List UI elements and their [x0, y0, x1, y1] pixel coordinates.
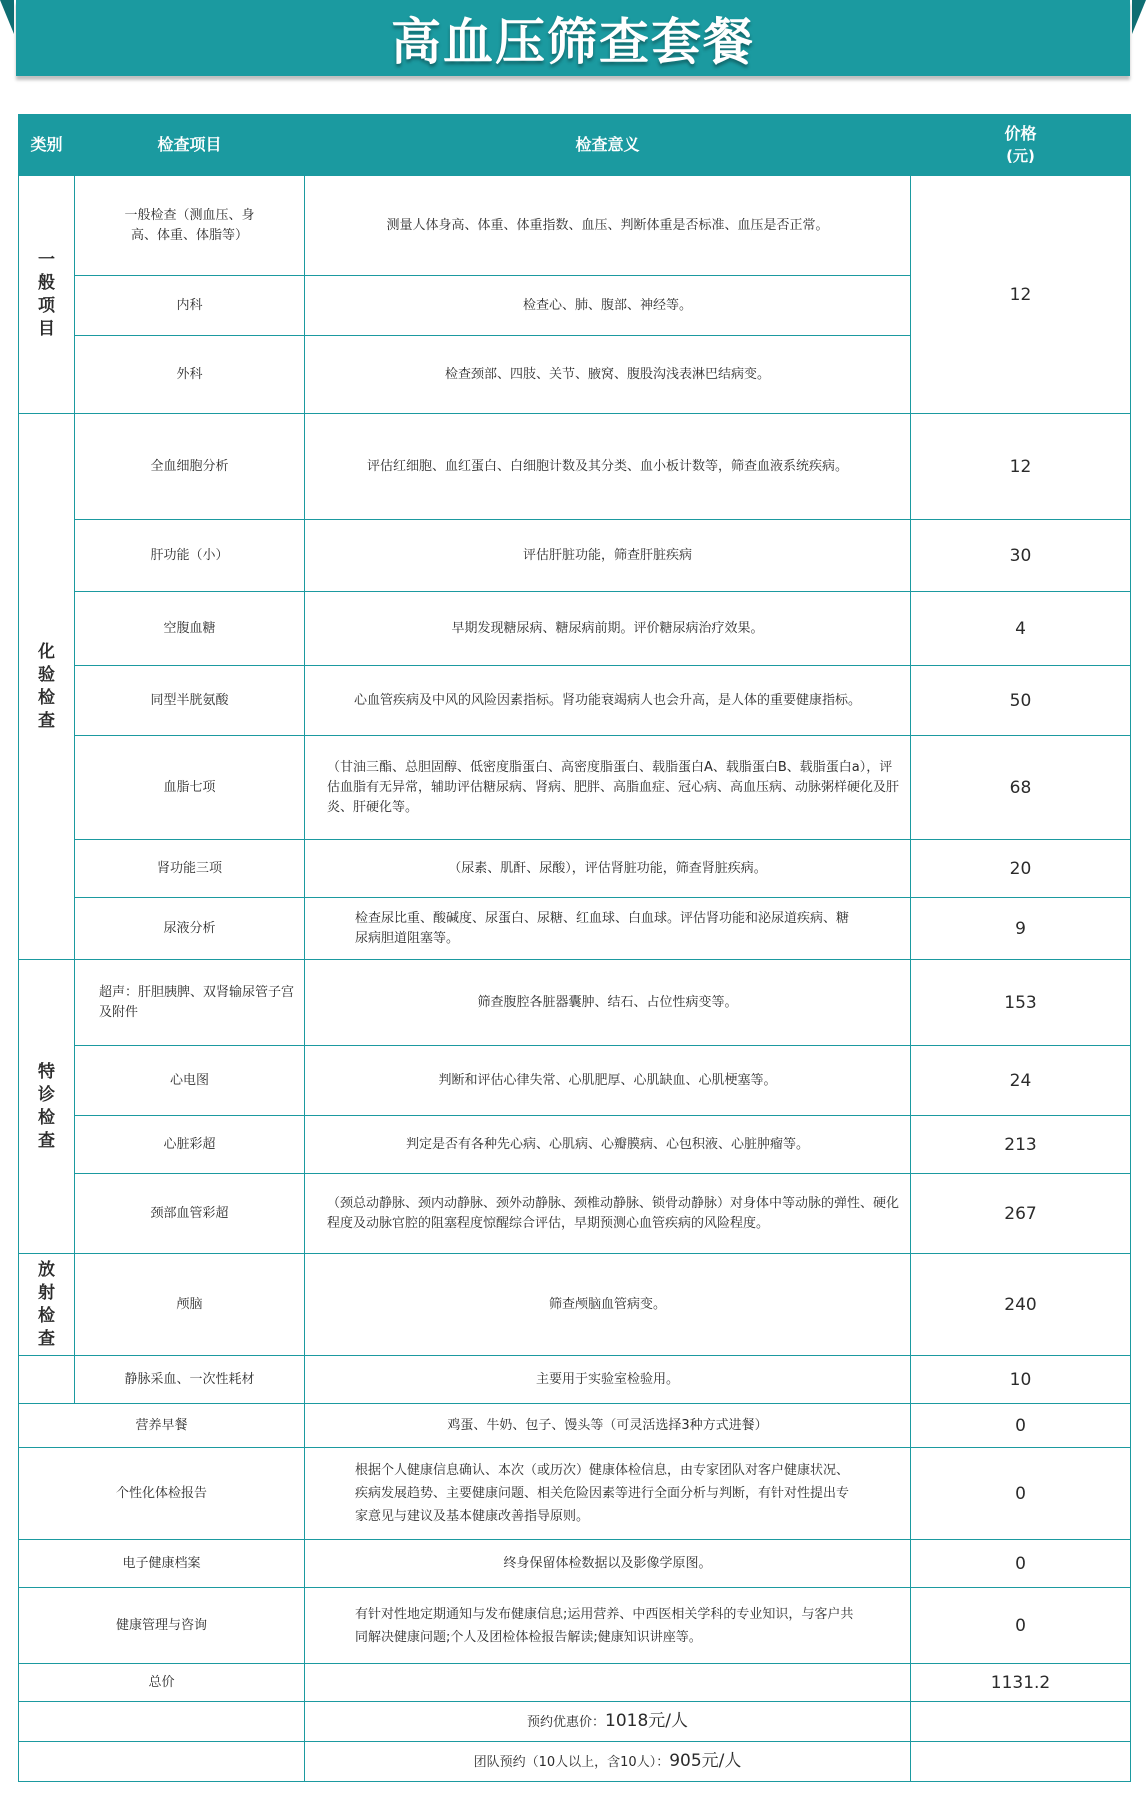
price-cell: 9: [911, 898, 1131, 960]
item-cell: 颈部血管彩超: [75, 1174, 305, 1254]
title-banner: [0, 0, 1146, 82]
desc-cell: 有针对性地定期通知与发布健康信息;运用营养、中西医相关学科的专业知识，与客户共同解决健康问题;个人及团检体检报告解读;健康知识讲座等。: [305, 1588, 911, 1664]
desc-cell: 根据个人健康信息确认、本次（或历次）健康体检信息，由专家团队对客户健康状况、疾病发展趋势、主要健康问题、相关危险因素等进行全面分析与判断，有针对性提出专家意见与建议及基本健康改善指导原则。: [305, 1448, 911, 1540]
banner-flap-left: [0, 0, 14, 34]
header-item: 检查项目: [75, 115, 305, 176]
banner-bar: [16, 0, 1130, 76]
total-label: 总价: [19, 1664, 305, 1702]
item-cell: 电子健康档案: [19, 1540, 305, 1588]
group-price-empty: [911, 1742, 1131, 1782]
item-cell: 肝功能（小）: [75, 520, 305, 592]
desc-cell: 终身保留体检数据以及影像学原图。: [305, 1540, 911, 1588]
desc-cell: 心血管疾病及中风的风险因素指标。肾功能衰竭病人也会升高，是人体的重要健康指标。: [305, 666, 911, 736]
item-cell: 营养早餐: [19, 1404, 305, 1448]
table-row: [19, 592, 1131, 666]
total-price: 1131.2: [911, 1664, 1131, 1702]
item-cell: 健康管理与咨询: [19, 1588, 305, 1664]
desc-cell: 筛查腹腔各脏器囊肿、结石、占位性病变等。: [305, 960, 911, 1046]
item-cell: 心脏彩超: [75, 1116, 305, 1174]
table-row: [19, 1540, 1131, 1588]
desc-cell: （颈总动静脉、颈内动静脉、颈外动静脉、颈椎动静脉、锁骨动静脉）对身体中等动脉的弹性、硬化程度及动脉官腔的阻塞程度惊醒综合评估，早期预测心血管疾病的风险程度。: [305, 1174, 911, 1254]
desc-cell: 筛查颅脑血管病变。: [305, 1254, 911, 1356]
header-price: [911, 115, 1131, 176]
total-empty: [305, 1664, 911, 1702]
item-cell: 同型半胱氨酸: [75, 666, 305, 736]
discount-empty: [19, 1702, 305, 1742]
header-price-label: 价格: [1004, 124, 1037, 143]
category-lab: 化验检查: [19, 414, 75, 960]
desc-cell: 评估红细胞、血红蛋白、白细胞计数及其分类、血小板计数等，筛查血液系统疾病。: [305, 414, 911, 520]
item-cell: 一般检查（测血压、身高、体重、体脂等）: [75, 176, 305, 276]
item-cell: 肾功能三项: [75, 840, 305, 898]
price-cell: 0: [911, 1540, 1131, 1588]
item-cell: 颅脑: [75, 1254, 305, 1356]
desc-cell: 判断和评估心律失常、心肌肥厚、心肌缺血、心肌梗塞等。: [305, 1046, 911, 1116]
desc-cell: 早期发现糖尿病、糖尿病前期。评价糖尿病治疗效果。: [305, 592, 911, 666]
price-cell: 10: [911, 1356, 1131, 1404]
price-cell: 0: [911, 1404, 1131, 1448]
price-cell: 0: [911, 1588, 1131, 1664]
price-cell: 153: [911, 960, 1131, 1046]
category-general: 一般项目: [19, 176, 75, 414]
price-cell: 0: [911, 1448, 1131, 1540]
table-row: [19, 1046, 1131, 1116]
price-cell: 4: [911, 592, 1131, 666]
price-cell: 50: [911, 666, 1131, 736]
table-row: [19, 1356, 1131, 1404]
item-cell: 全血细胞分析: [75, 414, 305, 520]
group-value: 905元/人: [669, 1750, 742, 1771]
table-header-row: [19, 115, 1131, 176]
table-row: [19, 666, 1131, 736]
discount-label: 预约优惠价：: [526, 1714, 605, 1730]
price-cell: 213: [911, 1116, 1131, 1174]
discount-price-empty: [911, 1702, 1131, 1742]
table-row: [19, 1116, 1131, 1174]
category-empty: [19, 1356, 75, 1404]
package-table: [18, 114, 1131, 1782]
group-cell: [305, 1742, 911, 1782]
table-row: [19, 520, 1131, 592]
price-cell: 240: [911, 1254, 1131, 1356]
table-row: [19, 1404, 1131, 1448]
desc-cell: 鸡蛋、牛奶、包子、馒头等（可灵活选择3种方式进餐）: [305, 1404, 911, 1448]
table-row: [19, 1448, 1131, 1540]
desc-cell: 主要用于实验室检验用。: [305, 1356, 911, 1404]
price-cell: 30: [911, 520, 1131, 592]
item-cell: 血脂七项: [75, 736, 305, 840]
table-row: [19, 736, 1131, 840]
item-cell: 内科: [75, 276, 305, 336]
table-row: [19, 1588, 1131, 1664]
price-cell: 24: [911, 1046, 1131, 1116]
group-label: 团队预约（10人以上，含10人）：: [473, 1754, 670, 1770]
desc-cell: 评估肝脏功能，筛查肝脏疾病: [305, 520, 911, 592]
table-row: [19, 1254, 1131, 1356]
banner-flap-right: [1132, 0, 1146, 34]
group-empty: [19, 1742, 305, 1782]
category-special: 特诊检查: [19, 960, 75, 1254]
table-row: [19, 960, 1131, 1046]
desc-cell: 测量人体身高、体重、体重指数、血压、判断体重是否标准、血压是否正常。: [305, 176, 911, 276]
price-cell: 68: [911, 736, 1131, 840]
table-row: [19, 176, 1131, 276]
item-cell: 空腹血糖: [75, 592, 305, 666]
header-category: 类别: [19, 115, 75, 176]
discount-row: [19, 1702, 1131, 1742]
desc-cell: 检查颈部、四肢、关节、腋窝、腹股沟浅表淋巴结病变。: [305, 336, 911, 414]
desc-cell: 判定是否有各种先心病、心肌病、心瓣膜病、心包积液、心脏肿瘤等。: [305, 1116, 911, 1174]
item-cell: 尿液分析: [75, 898, 305, 960]
desc-cell: （尿素、肌酐、尿酸），评估肾脏功能，筛查肾脏疾病。: [305, 840, 911, 898]
price-cell: 12: [911, 176, 1131, 414]
item-cell: 个性化体检报告: [19, 1448, 305, 1540]
table-row: [19, 1174, 1131, 1254]
item-cell: 心电图: [75, 1046, 305, 1116]
header-meaning: 检查意义: [305, 115, 911, 176]
discount-cell: [305, 1702, 911, 1742]
desc-cell: 检查心、肺、腹部、神经等。: [305, 276, 911, 336]
header-price-unit: (元): [1006, 147, 1035, 165]
group-row: [19, 1742, 1131, 1782]
desc-cell: 检查尿比重、酸碱度、尿蛋白、尿糖、红血球、白血球。评估肾功能和泌尿道疾病、糖尿病胆道阻塞等。: [305, 898, 911, 960]
price-cell: 12: [911, 414, 1131, 520]
discount-value: 1018元/人: [605, 1710, 688, 1731]
table-row: [19, 414, 1131, 520]
category-radiology: 放射检查: [19, 1254, 75, 1356]
item-cell: 静脉采血、一次性耗材: [75, 1356, 305, 1404]
item-cell: 超声：肝胆胰脾、双肾输尿管子宫及附件: [75, 960, 305, 1046]
desc-cell: （甘油三酯、总胆固醇、低密度脂蛋白、高密度脂蛋白、载脂蛋白A、载脂蛋白B、载脂蛋白a），评估血脂有无异常，辅助评估糖尿病、肾病、肥胖、高脂血症、冠心病、高血压病、动脉粥样硬化及肝炎、肝硬化等。: [305, 736, 911, 840]
total-row: [19, 1664, 1131, 1702]
table-row: [19, 898, 1131, 960]
table-row: [19, 840, 1131, 898]
item-cell: 外科: [75, 336, 305, 414]
price-cell: 20: [911, 840, 1131, 898]
page-title: 高血压筛查套餐: [391, 13, 755, 71]
price-cell: 267: [911, 1174, 1131, 1254]
